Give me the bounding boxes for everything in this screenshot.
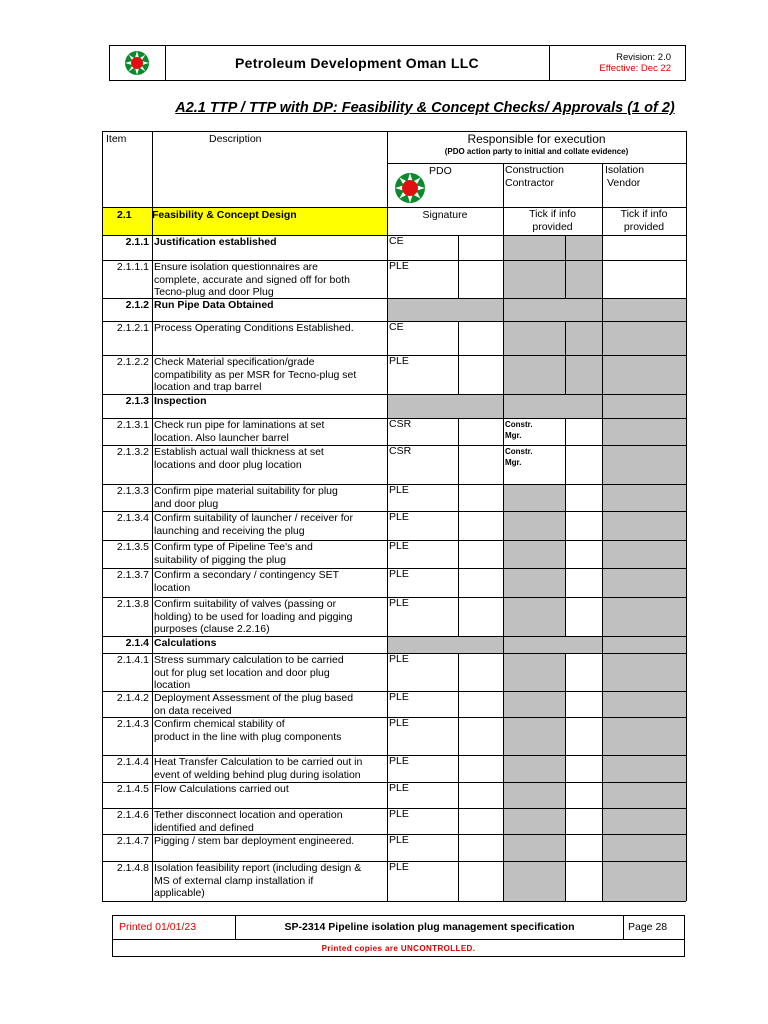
row-description: on data received [154,704,232,717]
grey-cell [602,717,686,755]
grey-cell [503,511,565,540]
responsible-party: PLE [389,834,409,846]
section-title: Feasibility & Concept Design [152,209,297,221]
signature-label: Signature [422,209,468,221]
col-line [565,445,566,484]
item-number: 2.1.1.1 [116,261,149,273]
grey-cell [387,298,686,321]
row-description: Inspection [154,395,207,407]
grey-cell [602,755,686,782]
responsible-party: PLE [389,597,409,609]
responsible-party: PLE [389,511,409,523]
grey-cell [503,484,565,511]
col-line [565,782,566,808]
grey-cell [565,355,602,394]
row-description: identified and defined [154,821,254,834]
row-description: Confirm a secondary / contingency SET [154,569,340,581]
col-line [152,131,153,901]
row-description: Justification established [154,236,277,248]
vendor-header: Isolation [605,164,645,176]
tick-label: provided [532,221,573,233]
row-description: complete, accurate and signed off for both [154,273,350,286]
tick-label: Tick if info [620,208,668,220]
col-line [458,755,459,782]
row-description: Confirm pipe material suitability for plug [154,485,338,497]
row-description: purposes (clause 2.2.16) [154,623,270,635]
col-line [458,568,459,597]
col-line [565,653,566,691]
row-description: and door plug [154,497,219,510]
revision-info [550,46,685,80]
revision: Revision: 2.0 [616,52,671,63]
item-number: 2.1.4.8 [116,862,149,874]
responsible-party: PLE [389,808,409,820]
col-line [458,597,459,636]
row-description: Process Operating Conditions Established. [154,322,354,334]
col-line [458,418,459,445]
description-column-header: Description [209,133,262,145]
grey-cell [503,653,565,691]
grey-cell [503,808,565,834]
row-description: Deployment Assessment of the plug based [154,692,354,704]
contractor-header: Contractor [505,177,555,189]
grey-cell [602,597,686,636]
grey-cell [503,861,565,901]
effective-date: Effective: Dec 22 [599,63,671,74]
col-line [565,755,566,782]
contractor-party: Constr. [505,447,533,456]
responsible-party: PLE [389,691,409,703]
col-line [458,540,459,568]
company-name: Petroleum Development Oman LLC [165,46,550,80]
item-number: 2.1.3 [125,395,149,407]
grey-cell [602,834,686,861]
contractor-header: Construction [505,164,564,176]
item-number: 2.1.4.3 [116,718,149,730]
item-number: 2.1.3.2 [116,446,149,458]
item-number: 2.1.3.8 [116,598,149,610]
tick-label: Tick if info [529,208,576,220]
row-description: out for plug set location and door plug [154,666,330,679]
item-number: 2.1.1 [125,236,149,248]
row-description: Flow Calculations carried out [154,783,289,795]
document-footer [112,915,685,957]
item-number: 2.1.2.2 [116,356,149,368]
item-number: 2.1.4.6 [116,809,149,821]
responsible-party: PLE [389,540,409,552]
row-description: Check Material specification/grade [154,356,315,368]
responsible-party: PLE [389,568,409,580]
uncontrolled-notice: Printed copies are UNCONTROLLED. [321,944,476,953]
row-description: Heat Transfer Calculation to be carried out in [154,756,363,768]
col-line [458,445,459,484]
col-line [565,540,566,568]
grey-cell [602,808,686,834]
row-description: Pigging / stem bar deployment engineered. [154,835,355,847]
grey-cell [602,568,686,597]
row-description: product in the line with plug components [154,730,342,743]
grey-cell [602,355,686,394]
grey-cell [503,321,686,355]
col-line [565,418,566,445]
item-number: 2.1.4.1 [116,654,149,666]
responsible-party: PLE [389,782,409,794]
grey-cell [503,717,565,755]
col-line [458,653,459,691]
row-description: suitability of pigging the plug [154,553,286,566]
spec-title: SP-2314 Pipeline isolation plug management specification [236,916,624,939]
item-number: 2.1.4.7 [116,835,149,847]
grey-cell [503,782,565,808]
col-line [565,355,566,394]
col-line [565,808,566,834]
row-description: launching and receiving the plug [154,524,305,537]
row-description: compatibility as per MSR for Tecno-plug set [154,368,357,381]
row-description: Ensure isolation questionnaires are [154,261,319,273]
grey-cell [602,445,686,484]
col-line [458,511,459,540]
responsible-party: CE [389,321,404,333]
row-description: location [154,679,191,691]
item-number: 2.1.3.4 [116,512,149,524]
row-line [102,901,686,902]
row-description: locations and door plug location [154,458,302,471]
grey-cell [602,540,686,568]
row-description: Confirm chemical stability of [154,718,285,730]
col-line [565,511,566,540]
col-line [458,861,459,901]
col-line [565,717,566,755]
responsible-header: Responsible for execution [467,132,606,146]
table-right-border [686,131,687,901]
responsible-party: PLE [389,755,409,767]
row-description: Tecno-plug and door Plug [154,286,274,298]
col-line [387,131,388,901]
vendor-header: Vendor [607,177,641,189]
col-line [458,834,459,861]
col-line [565,691,566,717]
contractor-party: Mgr. [505,458,522,467]
row-description: Calculations [154,637,217,649]
row-description: Isolation feasibility report (including design & [154,862,362,874]
item-number: 2.1.2.1 [116,322,149,334]
item-column-header: Item [106,133,127,145]
row-description: Tether disconnect location and operation [154,809,343,821]
item-number: 2.1.3.5 [116,541,149,553]
grey-cell [503,260,602,298]
responsible-party: PLE [389,484,409,496]
grey-cell [602,691,686,717]
row-description: location. Also launcher barrel [154,431,289,444]
responsible-party: CSR [389,418,412,430]
item-number: 2.1.2 [125,299,149,311]
responsible-party: PLE [389,861,409,873]
grey-cell [503,691,565,717]
col-line [458,782,459,808]
contractor-party: Mgr. [505,431,522,440]
col-line [602,163,603,901]
row-description: Run Pipe Data Obtained [154,299,274,311]
grey-cell [503,235,602,260]
table-left-border [102,131,103,901]
grey-cell [503,597,565,636]
grey-cell [503,540,565,568]
pdo-logo [110,46,166,80]
responsible-party: PLE [389,653,409,665]
grey-cell [387,636,686,653]
row-description: Confirm suitability of valves (passing or [154,598,337,610]
row-description: Confirm suitability of launcher / receiver for [154,512,353,524]
col-line [565,597,566,636]
printed-date: Printed 01/01/23 [113,916,236,939]
col-line [458,484,459,511]
grey-cell [602,653,686,691]
page-number: Page 28 [628,921,668,933]
contractor-party: Constr. [505,420,533,429]
grey-cell [503,355,565,394]
col-line [458,717,459,755]
col-line [565,321,566,355]
col-line [458,260,459,298]
pdo-column-header: PDO [429,165,452,177]
item-number: 2.1.3.7 [116,569,149,581]
item-number: 2.1.3.3 [116,485,149,497]
col-line [565,834,566,861]
grey-cell [602,782,686,808]
row-description: event of welding behind plug during isolation [154,768,361,781]
item-number: 2.1.4.2 [116,692,149,704]
item-number: 2.1.4 [125,637,149,649]
grey-cell [602,484,686,511]
section-number: 2.1 [117,209,132,221]
responsible-party: PLE [389,717,409,729]
responsible-subheader: (PDO action party to initial and collate evidence) [444,147,629,156]
col-line [458,691,459,717]
row-description: applicable) [154,887,205,899]
row-description: Establish actual wall thickness at set [154,446,324,458]
col-line [565,235,566,260]
row-description: location [154,581,191,594]
col-line [565,861,566,901]
checklist-table [102,131,686,901]
item-number: 2.1.3.1 [116,419,149,431]
row-description: holding) to be used for loading and pigging [154,610,353,623]
responsible-party: CSR [389,445,412,457]
col-line [458,808,459,834]
row-description: Check run pipe for laminations at set [154,419,325,431]
grey-cell [503,834,565,861]
document-title: A2.1 TTP / TTP with DP: Feasibility & Concept Checks/ Approvals (1 of 2) [175,100,675,116]
pdo-logo-icon [393,171,427,205]
col-line [458,235,459,260]
tick-label: provided [623,221,665,233]
item-number: 2.1.4.5 [116,783,149,795]
grey-cell [602,418,686,445]
responsible-party: PLE [389,355,409,367]
col-line [503,163,504,901]
row-description: Stress summary calculation to be carried [154,654,344,666]
col-line [565,568,566,597]
row-description: MS of external clamp installation if [154,874,314,887]
responsible-party: CE [389,235,404,247]
grey-cell [503,568,565,597]
document-header [109,45,686,81]
item-number: 2.1.4.4 [116,756,149,768]
col-line [458,321,459,355]
row-description: Confirm type of Pipeline Tee's and [154,541,313,553]
grey-cell [602,861,686,901]
grey-cell [503,755,565,782]
col-line [565,484,566,511]
responsible-party: PLE [389,260,409,272]
row-description: location and trap barrel [154,381,262,393]
col-line [458,355,459,394]
col-line [565,260,566,298]
grey-cell [387,394,686,418]
grey-cell [602,511,686,540]
